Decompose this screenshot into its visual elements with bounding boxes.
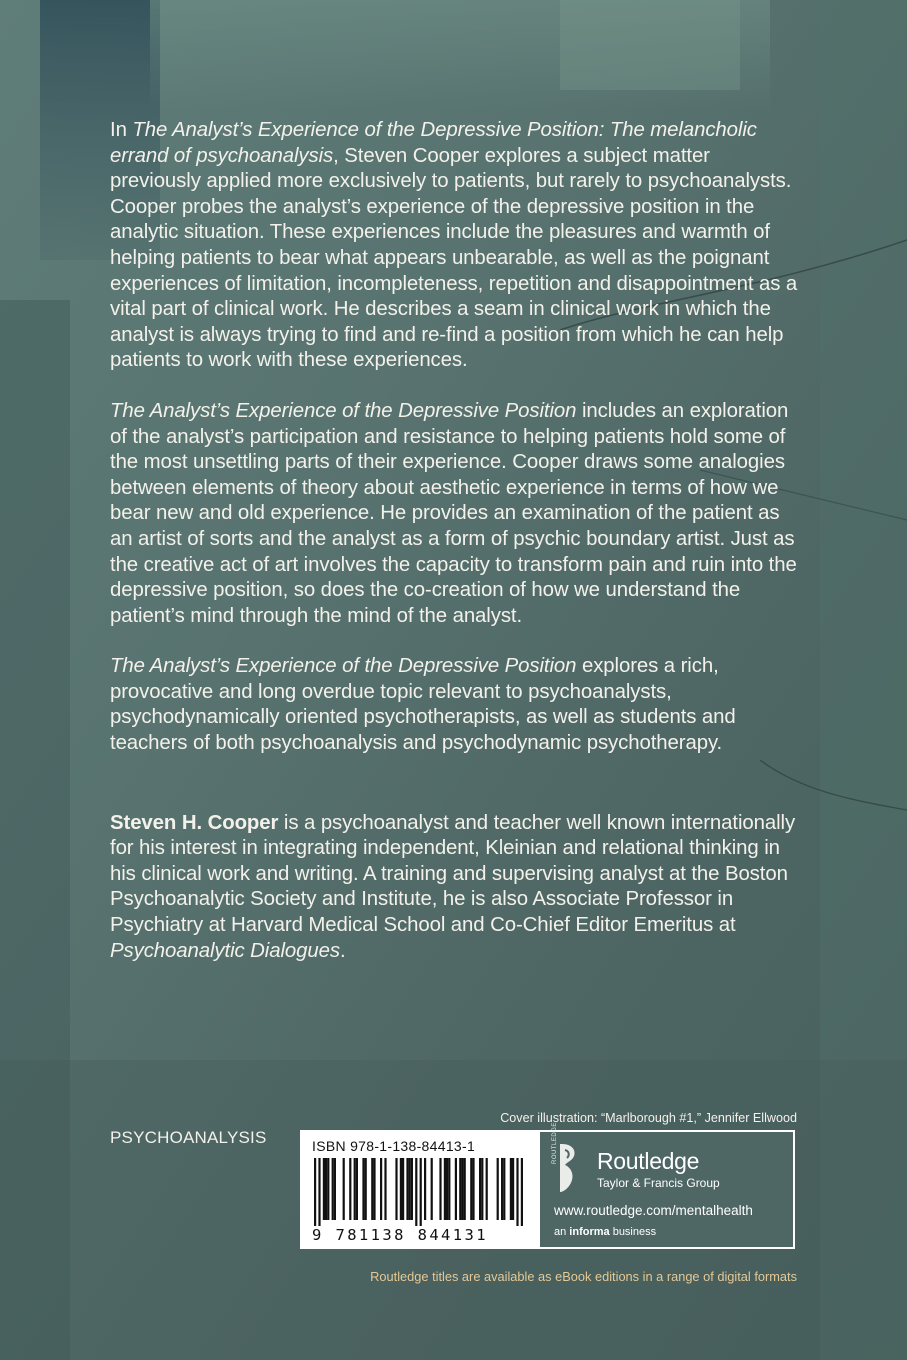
barcode-bar — [497, 1158, 499, 1220]
barcode-bar — [323, 1158, 325, 1220]
barcode-bar — [395, 1158, 397, 1220]
publisher-group: Taylor & Francis Group — [597, 1176, 720, 1190]
barcode-bar — [455, 1158, 457, 1220]
journal-title: Psychoanalytic Dialogues — [110, 939, 340, 962]
book-title-italic: The Analyst’s Experience of the Depressive Position — [110, 399, 577, 422]
description-paragraph-2 — [110, 399, 800, 629]
text-prefix: In — [110, 119, 133, 141]
barcode-bar — [354, 1158, 356, 1220]
barcode-bar — [380, 1158, 382, 1220]
informa-brand: informa — [569, 1226, 610, 1238]
barcode-bar — [411, 1158, 413, 1220]
barcode-bar — [402, 1158, 404, 1220]
author-bio-text: is a psychoanalyst and teacher well known internationally for his interest in integrating independent, Kleinian and relational thinking in his clinical work and writing. A training and supervising analyst at the Boston Psychoanalytic Society and Institute, he is also Associate Professor in Psychiatry at Harvard Medical School and Co-Chief Editor Emeritus at — [110, 811, 796, 937]
barcode-bar — [472, 1158, 474, 1220]
description-paragraph-1 — [110, 118, 800, 374]
isbn-publisher-panel — [300, 1122, 795, 1249]
barcode-bar — [464, 1158, 466, 1220]
barcode-bar — [365, 1158, 367, 1220]
barcode-bar — [501, 1158, 503, 1220]
paragraph-text: , Steven Cooper explores a subject matter previously applied more exclusively to patients, but rarely to psychoanalysts. Cooper probes the analyst’s experience of the depressive position in the analytic situation. These experiences include the pleasures and warmth of helping patients to bear what appears unbearable, as well as the poignant experiences of limitation, incompleteness, repetition and disappointment as a vital part of clinical work. He describes a seam in clinical work in which the analyst is always trying to find and re-find a position from which he can help patients to work with these experiences. — [110, 144, 798, 372]
barcode-bar — [362, 1158, 364, 1220]
subject-category: PSYCHOANALYSIS — [110, 1128, 267, 1147]
barcode-bar — [420, 1158, 422, 1226]
author-name: Steven H. Cooper — [110, 811, 279, 834]
barcode-area — [302, 1132, 540, 1247]
barcode-bar — [424, 1158, 426, 1220]
barcode-bar — [486, 1158, 488, 1220]
isbn-label: ISBN 978-1-138-84413-1 — [312, 1138, 476, 1154]
barcode-bar — [444, 1158, 446, 1220]
barcode-bar — [334, 1158, 336, 1220]
back-cover-text — [110, 118, 800, 989]
barcode-bar — [332, 1158, 334, 1220]
informa-prefix: an — [554, 1226, 570, 1238]
paragraph-text: explores a rich, provocative and long overdue topic relevant to psychoanalysts, psychodynamically oriented psychotherapists, as well as students and teachers of both psychoanalysis and psychodynamic psychotherapy. — [110, 655, 736, 755]
barcode-bar — [409, 1158, 411, 1220]
barcode-bar — [431, 1158, 433, 1220]
barcode-bar — [503, 1158, 505, 1220]
publisher-name: Routledge — [597, 1148, 700, 1174]
paragraph-text: includes an exploration of the analyst’s participation and resistance to helping patients hold some of the most unsettling parts of their experience. Cooper draws some analogies between elements of theory about aesthetic experience in terms of how we bear new and old experience. He provides an examination of the patient as an artist of sorts and the analyst as a form of psychic boundary artist. Just as the creative act of art involves the capacity to transform pain and ruin into the depressive position, so does the co-creation of how we understand the patient’s mind through the mind of the analyst. — [110, 399, 797, 627]
author-bio — [110, 811, 800, 965]
barcode-bar — [516, 1158, 518, 1226]
author-bio-end: . — [339, 939, 346, 962]
barcode-bar — [439, 1158, 441, 1220]
barcode-bar — [400, 1158, 402, 1220]
cover-illustration-credit: Cover illustration: “Marlborough #1,” Jennifer Ellwood — [500, 1111, 797, 1125]
informa-tagline — [554, 1226, 656, 1238]
barcode-bar — [459, 1158, 461, 1220]
barcode-bar — [448, 1158, 450, 1220]
publisher-url[interactable]: www.routledge.com/mentalhealth — [554, 1203, 753, 1218]
book-title-italic: The Analyst’s Experience of the Depressive Position — [110, 655, 577, 678]
barcode-bar — [343, 1158, 345, 1220]
barcode-bar — [325, 1158, 327, 1220]
barcode-bar — [446, 1158, 448, 1220]
barcode-icon — [314, 1158, 534, 1226]
barcode-bar — [415, 1158, 417, 1226]
barcode-bar — [356, 1158, 358, 1220]
barcode-bar — [318, 1158, 320, 1226]
book-title-italic: The Analyst’s Experience of the Depressive Position: The melancholic errand of psychoanalysis — [110, 119, 757, 167]
barcode-bar — [384, 1158, 386, 1220]
informa-suffix: business — [609, 1226, 657, 1238]
barcode-bar — [521, 1158, 523, 1226]
publisher-block — [540, 1122, 793, 1247]
barcode-bar — [327, 1158, 329, 1220]
routledge-logo-icon — [550, 1122, 580, 1196]
barcode-bar — [406, 1158, 408, 1220]
barcode-bar — [371, 1158, 373, 1220]
barcode-digits: 9 781138 844131 — [312, 1226, 488, 1244]
ebook-availability-note: Routledge titles are available as eBook editions in a range of digital formats — [370, 1269, 797, 1284]
description-paragraph-3 — [110, 654, 800, 756]
barcode-bar — [510, 1158, 512, 1220]
barcode-bar — [481, 1158, 483, 1220]
barcode-bar — [461, 1158, 463, 1220]
barcode-bar — [479, 1158, 481, 1220]
barcode-bar — [314, 1158, 316, 1226]
barcode-bar — [349, 1158, 351, 1220]
logo-side-text: ROUTLEDGE — [552, 1122, 558, 1164]
barcode-bar — [512, 1158, 514, 1220]
barcode-bar — [470, 1158, 472, 1220]
barcode-bar — [373, 1158, 375, 1220]
